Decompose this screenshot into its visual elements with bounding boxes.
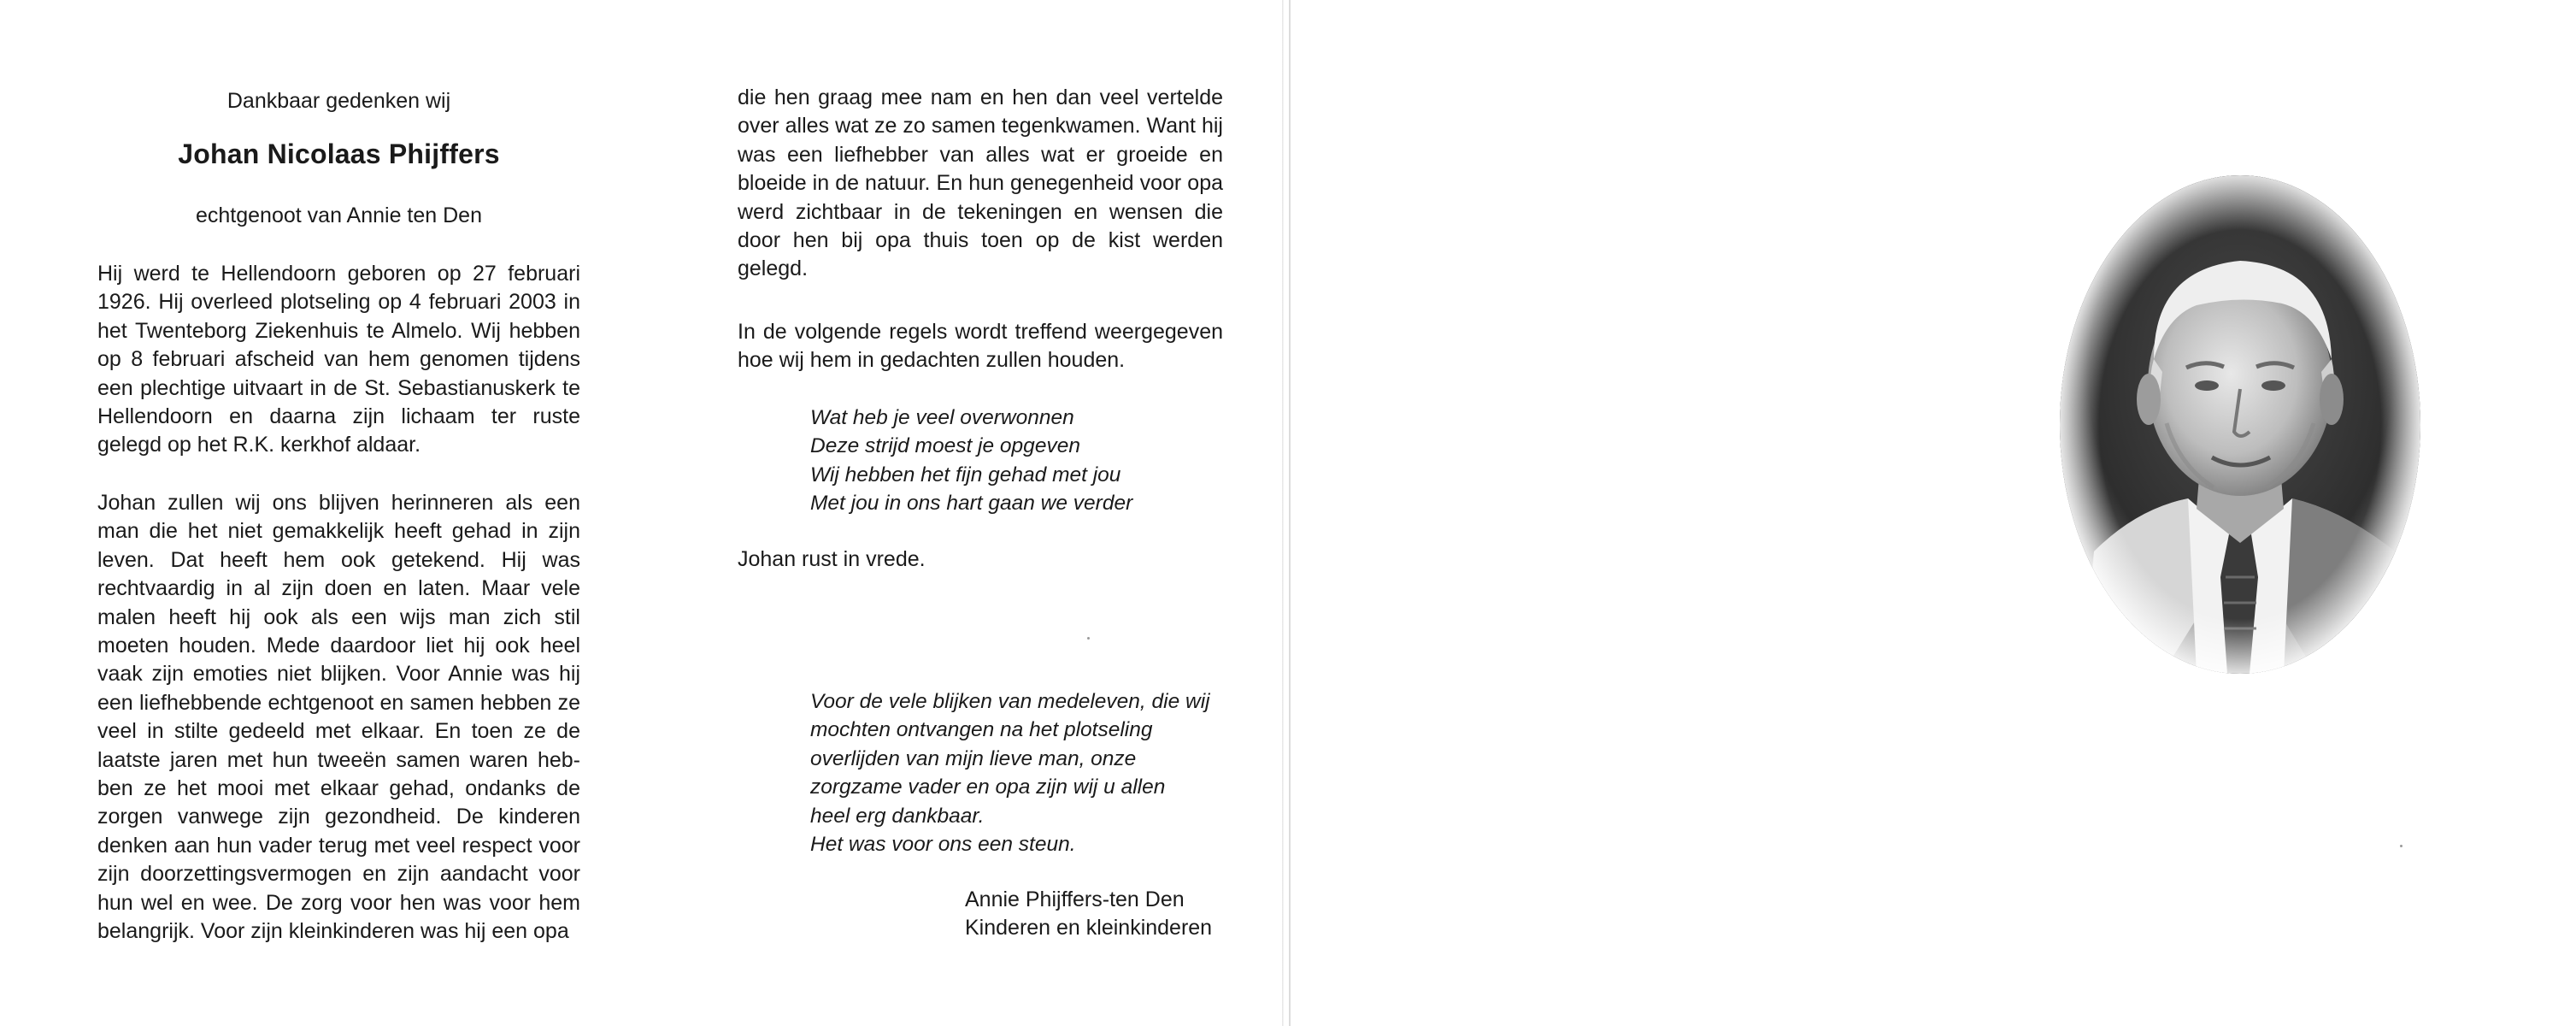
biography-paragraph-1: Hij werd te Hellendoorn geboren op 27 februari 1926. Hij overleed plotseling op 4 februari 2003 in het Twenteborg Ziekenhuis te Almelo. Wij hebben op 8 februari afscheid van hem genomen tijdens een plechtige uitvaart in de St. Sebastianuskerk te Hellendoorn en daarna zijn lichaam ter ruste gelegd op het R.K. kerkhof aldaar.	[97, 262, 580, 457]
spouse-line: echtgenoot van Annie ten Den	[196, 203, 482, 227]
intro-text: Dankbaar gedenken wij	[226, 89, 451, 113]
poem-intro: In de volgende regels wordt treffend weergegeven hoe wij hem in gedachten zullen houden.	[738, 320, 1223, 373]
signature	[965, 886, 1221, 943]
poem-line: Wij hebben het fijn gehad met jou	[810, 463, 1121, 486]
thank-you-line: zorgzame vader en opa zijn wij u allen	[810, 775, 1166, 799]
biography-paragraph-2: Johan zullen wij ons blijven herinneren als een man die het niet gemakkelijk heeft gehad in zijn leven. Dat heeft hem ook getekend. Hij was rechtvaardig in al zijn doen en laten. Maar vele malen heeft hij ook als een wijs man zich stil moeten houden. Mede daardoor liet hij ook heel vaak zijn emoties niet blijken. Voor Annie was hij een liefhebbende echtgenoot en samen hebben ze veel in stilte gedeeld met elkaar. En toen ze de laatste jaren met hun tweeën samen waren heb-ben ze het mooi met elkaar gehad, ondanks de zorgen vanwege zijn gezondheid. De kinderen denken aan hun vader terug met veel respect voor zijn doorzettingsvermogen en zijn aandacht voor hun wel en wee. De zorg voor hen was voor hem belangrijk. Voor zijn kleinkinderen was hij een opa	[97, 491, 580, 944]
deceased-name: Johan Nicolaas Phijffers	[178, 139, 500, 169]
portrait-illustration	[2060, 175, 2420, 674]
thank-you-line: heel erg dankbaar.	[810, 804, 985, 828]
thank-you-line: overlijden van mijn lieve man, onze	[810, 746, 1137, 770]
fold-line	[1282, 0, 1284, 1026]
print-speck	[2400, 845, 2403, 847]
poem-line: Deze strijd moest je opgeven	[810, 434, 1080, 458]
thank-you-line: mochten ontvangen na het plotseling	[810, 718, 1153, 742]
signature-line: Kinderen en kleinkinderen	[965, 916, 1213, 940]
poem	[810, 404, 1203, 518]
poem-line: Wat heb je veel overwonnen	[810, 406, 1074, 429]
thank-you-note	[810, 687, 1220, 858]
print-speck	[1087, 637, 1090, 640]
portrait-photo	[2060, 175, 2420, 674]
fold-line-edge	[1289, 0, 1291, 1026]
biography-continuation: die hen graag mee nam en hen dan veel vertelde over alles wat ze zo samen tegenkwamen. Want hij was een liefhebber van alles wat er groeide en bloeide in de natuur. En hun genegenheid voor opa werd zichtbaar in de tekeningen en wensen die door hen bij opa thuis toen op de kist werden gelegd.	[738, 86, 1223, 281]
thank-you-line: Voor de vele blijken van medeleven, die wij	[810, 690, 1210, 713]
rest-in-peace: Johan rust in vrede.	[738, 547, 926, 571]
poem-line: Met jou in ons hart gaan we verder	[810, 492, 1133, 516]
thank-you-line: Het was voor ons een steun.	[810, 833, 1076, 857]
signature-line: Annie Phijffers-ten Den	[965, 887, 1185, 911]
